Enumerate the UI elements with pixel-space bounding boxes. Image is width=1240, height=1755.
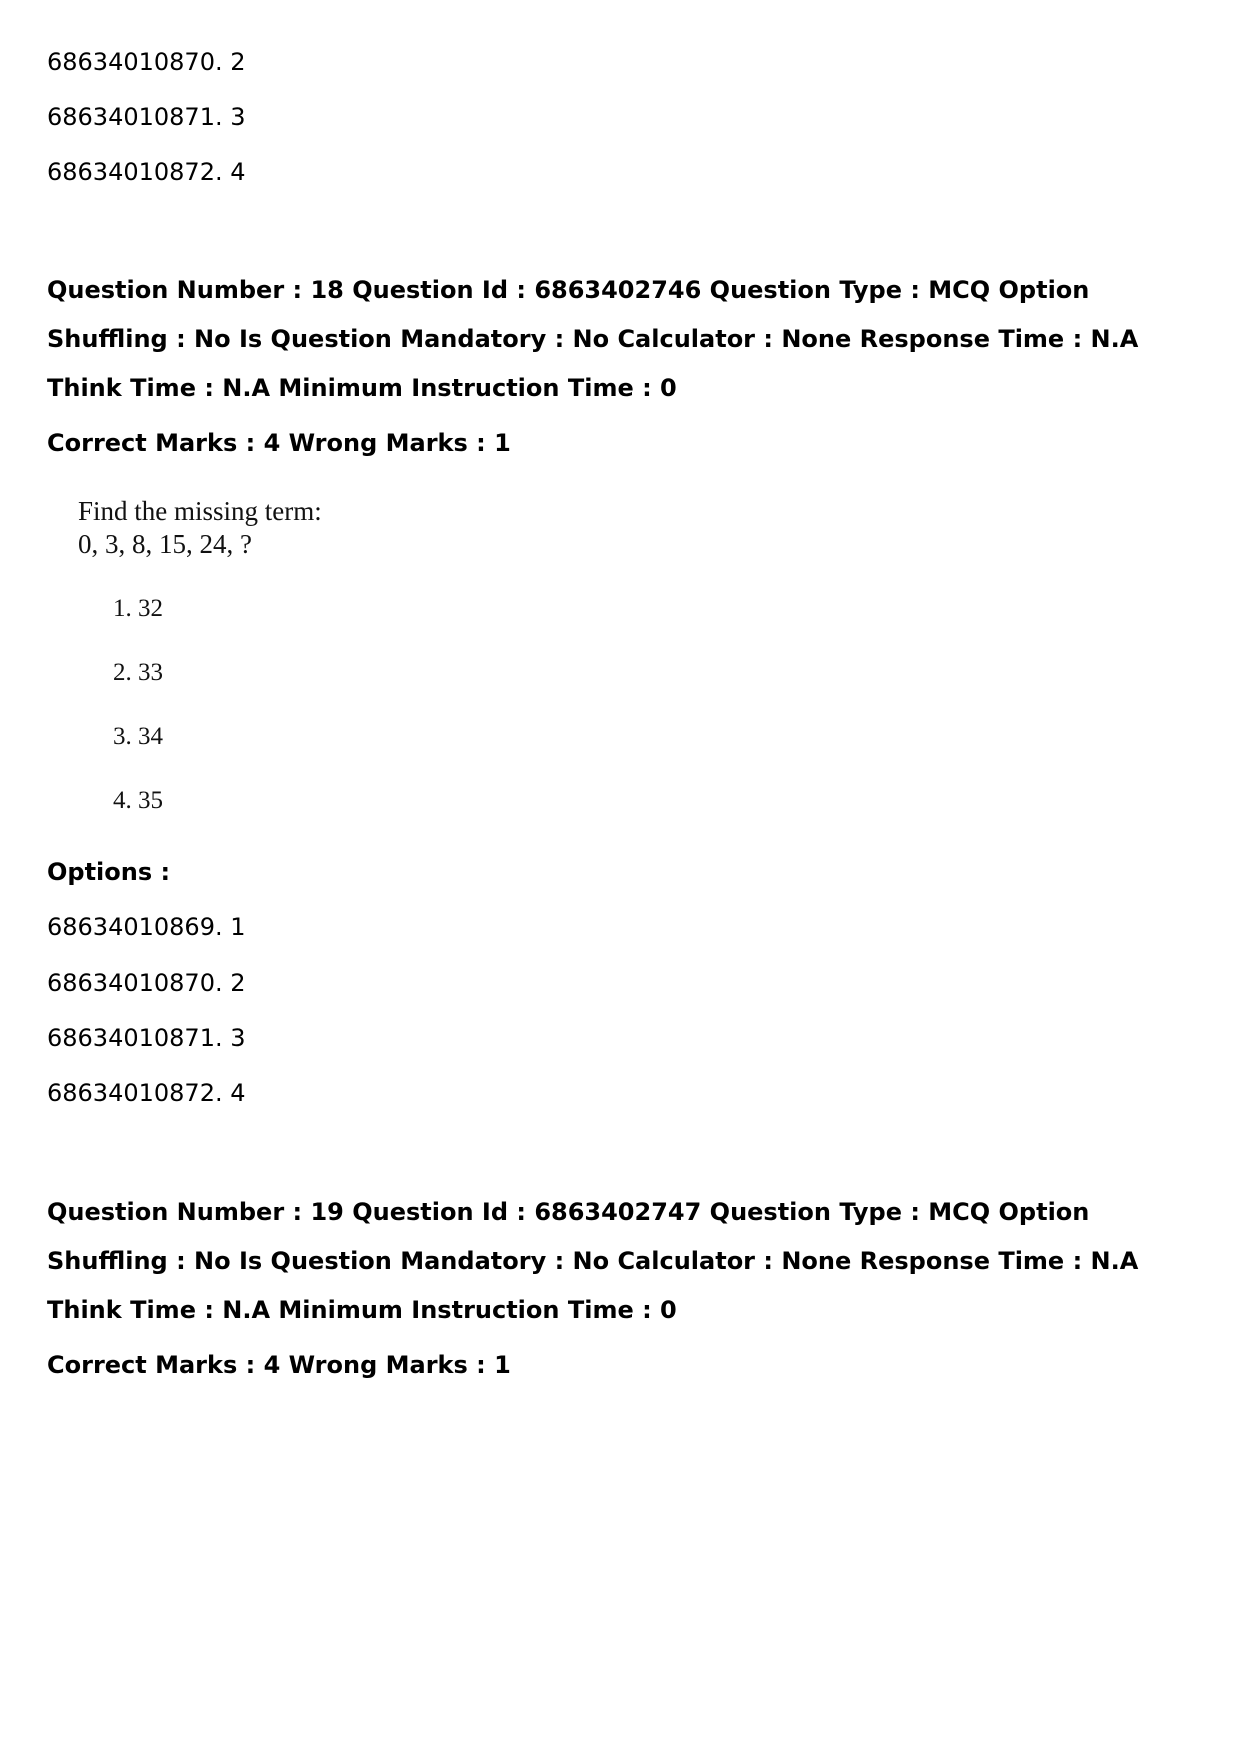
option-line: 68634010870. 2: [47, 969, 246, 997]
question-sequence: 0, 3, 8, 15, 24, ?: [78, 529, 252, 559]
question-19-marks: Correct Marks : 4 Wrong Marks : 1: [47, 1351, 511, 1379]
question-18-marks: Correct Marks : 4 Wrong Marks : 1: [47, 429, 511, 457]
option-line: 68634010870. 2: [47, 48, 246, 76]
question-19-metadata: Question Number : 19 Question Id : 6863402747 Question Type : MCQ Option Shuffling : No Is Question Mandatory : No Calculator : None Response Time : N.A Think Time : N.A Minimum Instruction Time : 0: [47, 1198, 1139, 1324]
option-line: 68634010871. 3: [47, 103, 246, 131]
option-line: 68634010869. 1: [47, 913, 246, 941]
options-label: Options :: [47, 858, 171, 886]
option-line: 68634010872. 4: [47, 158, 246, 186]
answer-choice: 4. 35: [113, 787, 163, 814]
question-18-image: [78, 495, 438, 830]
answer-choice: 2. 33: [113, 659, 163, 686]
answer-choice: 3. 34: [113, 723, 163, 750]
answer-choice: 1. 32: [113, 595, 163, 622]
option-line: 68634010872. 4: [47, 1079, 246, 1107]
question-prompt: Find the missing term:: [78, 496, 322, 526]
question-18-metadata: Question Number : 18 Question Id : 6863402746 Question Type : MCQ Option Shuffling : No Is Question Mandatory : No Calculator : None Response Time : N.A Think Time : N.A Minimum Instruction Time : 0: [47, 276, 1139, 402]
option-line: 68634010871. 3: [47, 1024, 246, 1052]
